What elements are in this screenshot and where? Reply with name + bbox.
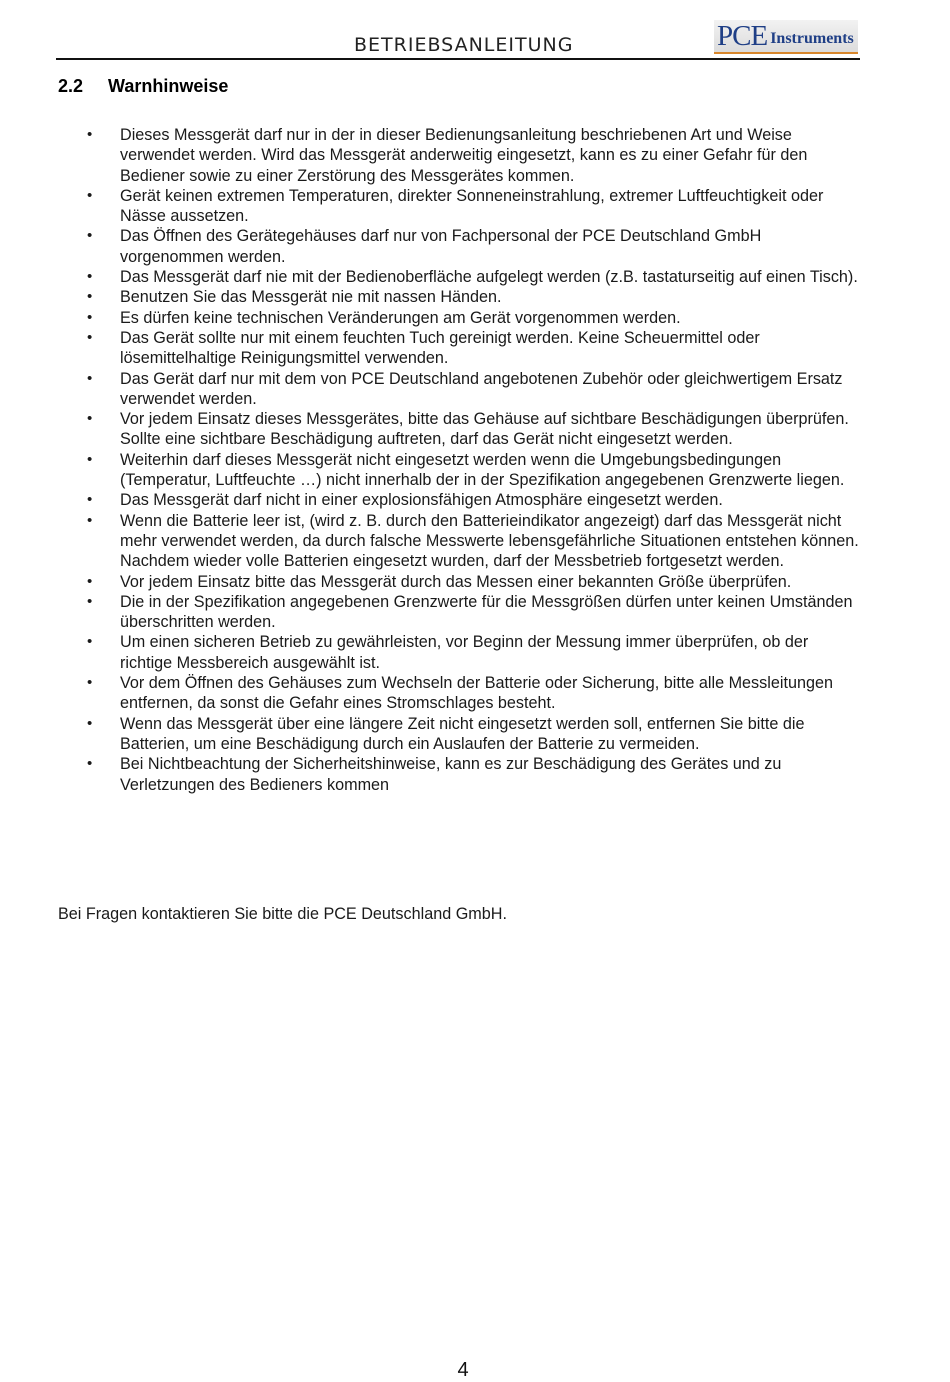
- warning-item: • Wenn das Messgerät über eine längere Zeit nicht eingesetzt werden soll, entfernen Sie bitte die Batterien, um eine Beschädigung durch ein Auslaufen der Batterie zu vermeiden.: [87, 714, 863, 755]
- warning-item: • Das Gerät darf nur mit dem von PCE Deutschland angebotenen Zubehör oder gleichwertigem Ersatz verwendet werden.: [87, 369, 863, 410]
- contact-text: Bei Fragen kontaktieren Sie bitte die PCE Deutschland GmbH.: [58, 905, 507, 923]
- page-number: 4: [457, 1359, 469, 1381]
- warning-item: • Gerät keinen extremen Temperaturen, direkter Sonneneinstrahlung, extremer Luftfeuchtigkeit oder Nässe aussetzen.: [87, 186, 863, 227]
- warning-item: • Vor dem Öffnen des Gehäuses zum Wechseln der Batterie oder Sicherung, bitte alle Messleitungen entfernen, da sonst die Gefahr eines Stromschlages besteht.: [87, 673, 863, 714]
- warning-item: • Wenn die Batterie leer ist, (wird z. B. durch den Batterieindikator angezeigt) darf das Messgerät nicht mehr verwendet werden, da durch falsche Messwerte lebensgefährliche Situationen entstehen können. Nachdem wieder volle Batterien eingesetzt wurden, darf der Messbetrieb fortgesetzt werden.: [87, 511, 863, 572]
- warning-item: • Es dürfen keine technischen Veränderungen am Gerät vorgenommen werden.: [87, 308, 863, 328]
- logo-text-main: PCE: [717, 19, 768, 52]
- warning-item: • Vor jedem Einsatz bitte das Messgerät durch das Messen einer bekannten Größe überprüfen.: [87, 572, 863, 592]
- warning-list: [87, 125, 863, 795]
- warning-item: • Das Gerät sollte nur mit einem feuchten Tuch gereinigt werden. Keine Scheuermittel oder lösemittelhaltige Reinigungsmittel verwenden.: [87, 328, 863, 369]
- warning-item: • Die in der Spezifikation angegebenen Grenzwerte für die Messgrößen dürfen unter keinen Umständen überschritten werden.: [87, 592, 863, 633]
- section-heading: [58, 76, 228, 97]
- warning-item: • Um einen sicheren Betrieb zu gewährleisten, vor Beginn der Messung immer überprüfen, ob der richtige Messbereich ausgewählt ist.: [87, 632, 863, 673]
- logo-text-sub: Instruments: [770, 29, 854, 47]
- section-number: 2.2: [58, 76, 84, 96]
- warning-item: • Dieses Messgerät darf nur in der in dieser Bedienungsanleitung beschriebenen Art und Weise verwendet werden. Wird das Messgerät anderweitig eingesetzt, kann es zu einer Gefahr für den Bediener sowie zu einer Zerstörung des Messgerätes kommen.: [87, 125, 863, 186]
- pce-instruments-logo: [714, 20, 858, 54]
- warning-item: • Weiterhin darf dieses Messgerät nicht eingesetzt werden wenn die Umgebungsbedingungen (Temperatur, Luftfeuchte …) nicht innerhalb der in der Spezifikation angegebenen Grenzwerte liegen.: [87, 450, 863, 491]
- header-divider: [56, 58, 860, 60]
- warning-item: • Das Messgerät darf nie mit der Bedienoberfläche aufgelegt werden (z.B. tastaturseitig auf einen Tisch).: [87, 267, 863, 287]
- section-title: Warnhinweise: [108, 76, 229, 96]
- header-title: BETRIEBSANLEITUNG: [354, 34, 574, 56]
- warning-item: • Das Messgerät darf nicht in einer explosionsfähigen Atmosphäre eingesetzt werden.: [87, 490, 863, 510]
- warning-item: • Das Öffnen des Gerätegehäuses darf nur von Fachpersonal der PCE Deutschland GmbH vorgenommen werden.: [87, 226, 863, 267]
- warning-item: • Benutzen Sie das Messgerät nie mit nassen Händen.: [87, 287, 863, 307]
- warning-item: • Bei Nichtbeachtung der Sicherheitshinweise, kann es zur Beschädigung des Gerätes und zu Verletzungen des Bedieners kommen: [87, 754, 863, 795]
- warning-item: • Vor jedem Einsatz dieses Messgerätes, bitte das Gehäuse auf sichtbare Beschädigungen überprüfen. Sollte eine sichtbare Beschädigung auftreten, darf das Gerät nicht eingesetzt werden.: [87, 409, 863, 450]
